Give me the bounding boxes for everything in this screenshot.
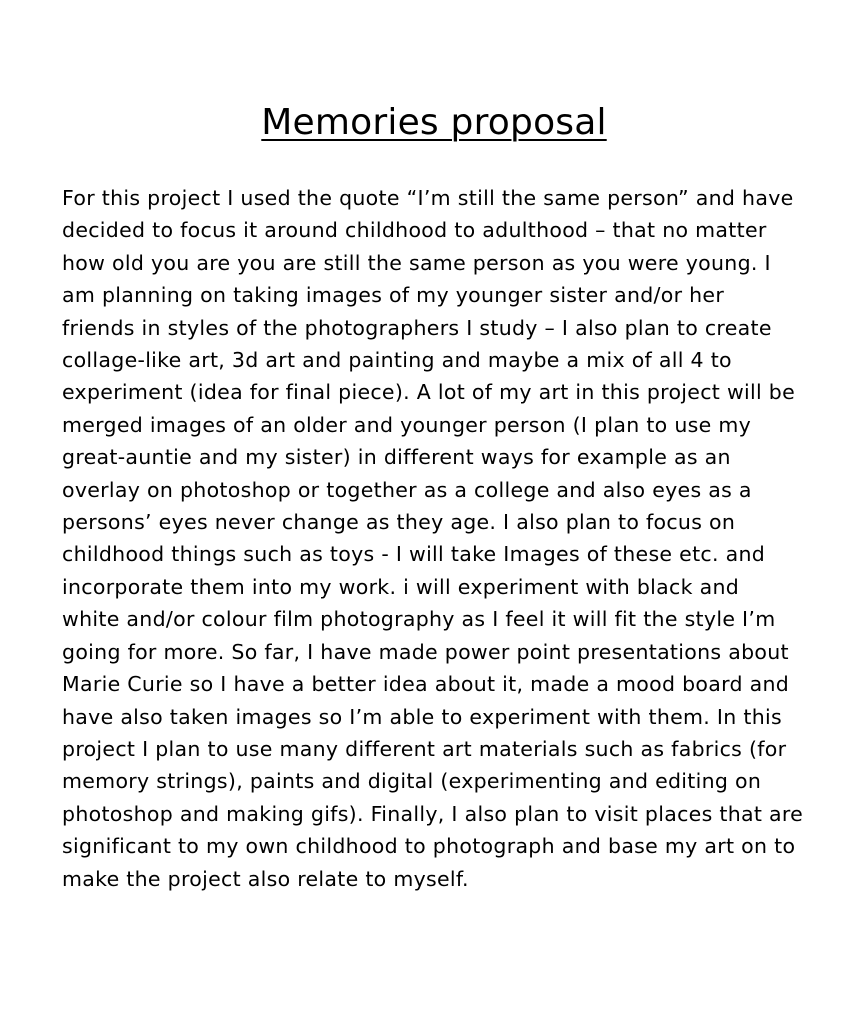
paragraph-line: Marie Curie so I have a better idea about it, made a mood board and xyxy=(62,672,790,697)
paragraph-line: decided to focus it around childhood to adulthood – that no matter xyxy=(62,218,767,243)
paragraph-line: white and/or colour film photography as I feel it will fit the style I’m xyxy=(62,607,776,632)
paragraph-line: merged images of an older and younger person (I plan to use my xyxy=(62,412,752,437)
paragraph-line: going for more. So far, I have made power point presentations about xyxy=(62,639,789,664)
paragraph-line: am planning on taking images of my younger sister and/or her xyxy=(62,283,725,308)
paragraph-line: photoshop and making gifs). Finally, I also plan to visit places that are xyxy=(62,801,804,826)
page-title xyxy=(0,97,868,149)
proposal-paragraph xyxy=(62,182,832,895)
paragraph-line: memory strings), paints and digital (experimenting and editing on xyxy=(62,769,762,794)
paragraph-line: make the project also relate to myself. xyxy=(62,866,469,891)
paragraph-line: childhood things such as toys - I will take Images of these etc. and xyxy=(62,542,766,567)
paragraph-line: experiment (idea for final piece). A lot of my art in this project will be xyxy=(62,380,796,405)
paragraph-line: incorporate them into my work. i will experiment with black and xyxy=(62,574,740,599)
page-title-text: Memories proposal xyxy=(261,102,607,143)
paragraph-line: friends in styles of the photographers I study – I also plan to create xyxy=(62,315,772,340)
paragraph-line: For this project I used the quote “I’m still the same person” and have xyxy=(62,186,794,210)
paragraph-line: overlay on photoshop or together as a college and also eyes as a xyxy=(62,477,752,502)
paragraph-line: how old you are you are still the same person as you were young. I xyxy=(62,250,771,275)
paragraph-line: have also taken images so I’m able to experiment with them. In this xyxy=(62,704,782,729)
paragraph-line: persons’ eyes never change as they age. I also plan to focus on xyxy=(62,510,736,535)
paragraph-line: collage-like art, 3d art and painting and maybe a mix of all 4 to xyxy=(62,348,732,373)
paragraph-line: project I plan to use many different art materials such as fabrics (for xyxy=(62,736,787,761)
paragraph-line: great-auntie and my sister) in different ways for example as an xyxy=(62,445,731,470)
paragraph-line: significant to my own childhood to photograph and base my art on to xyxy=(62,834,796,859)
